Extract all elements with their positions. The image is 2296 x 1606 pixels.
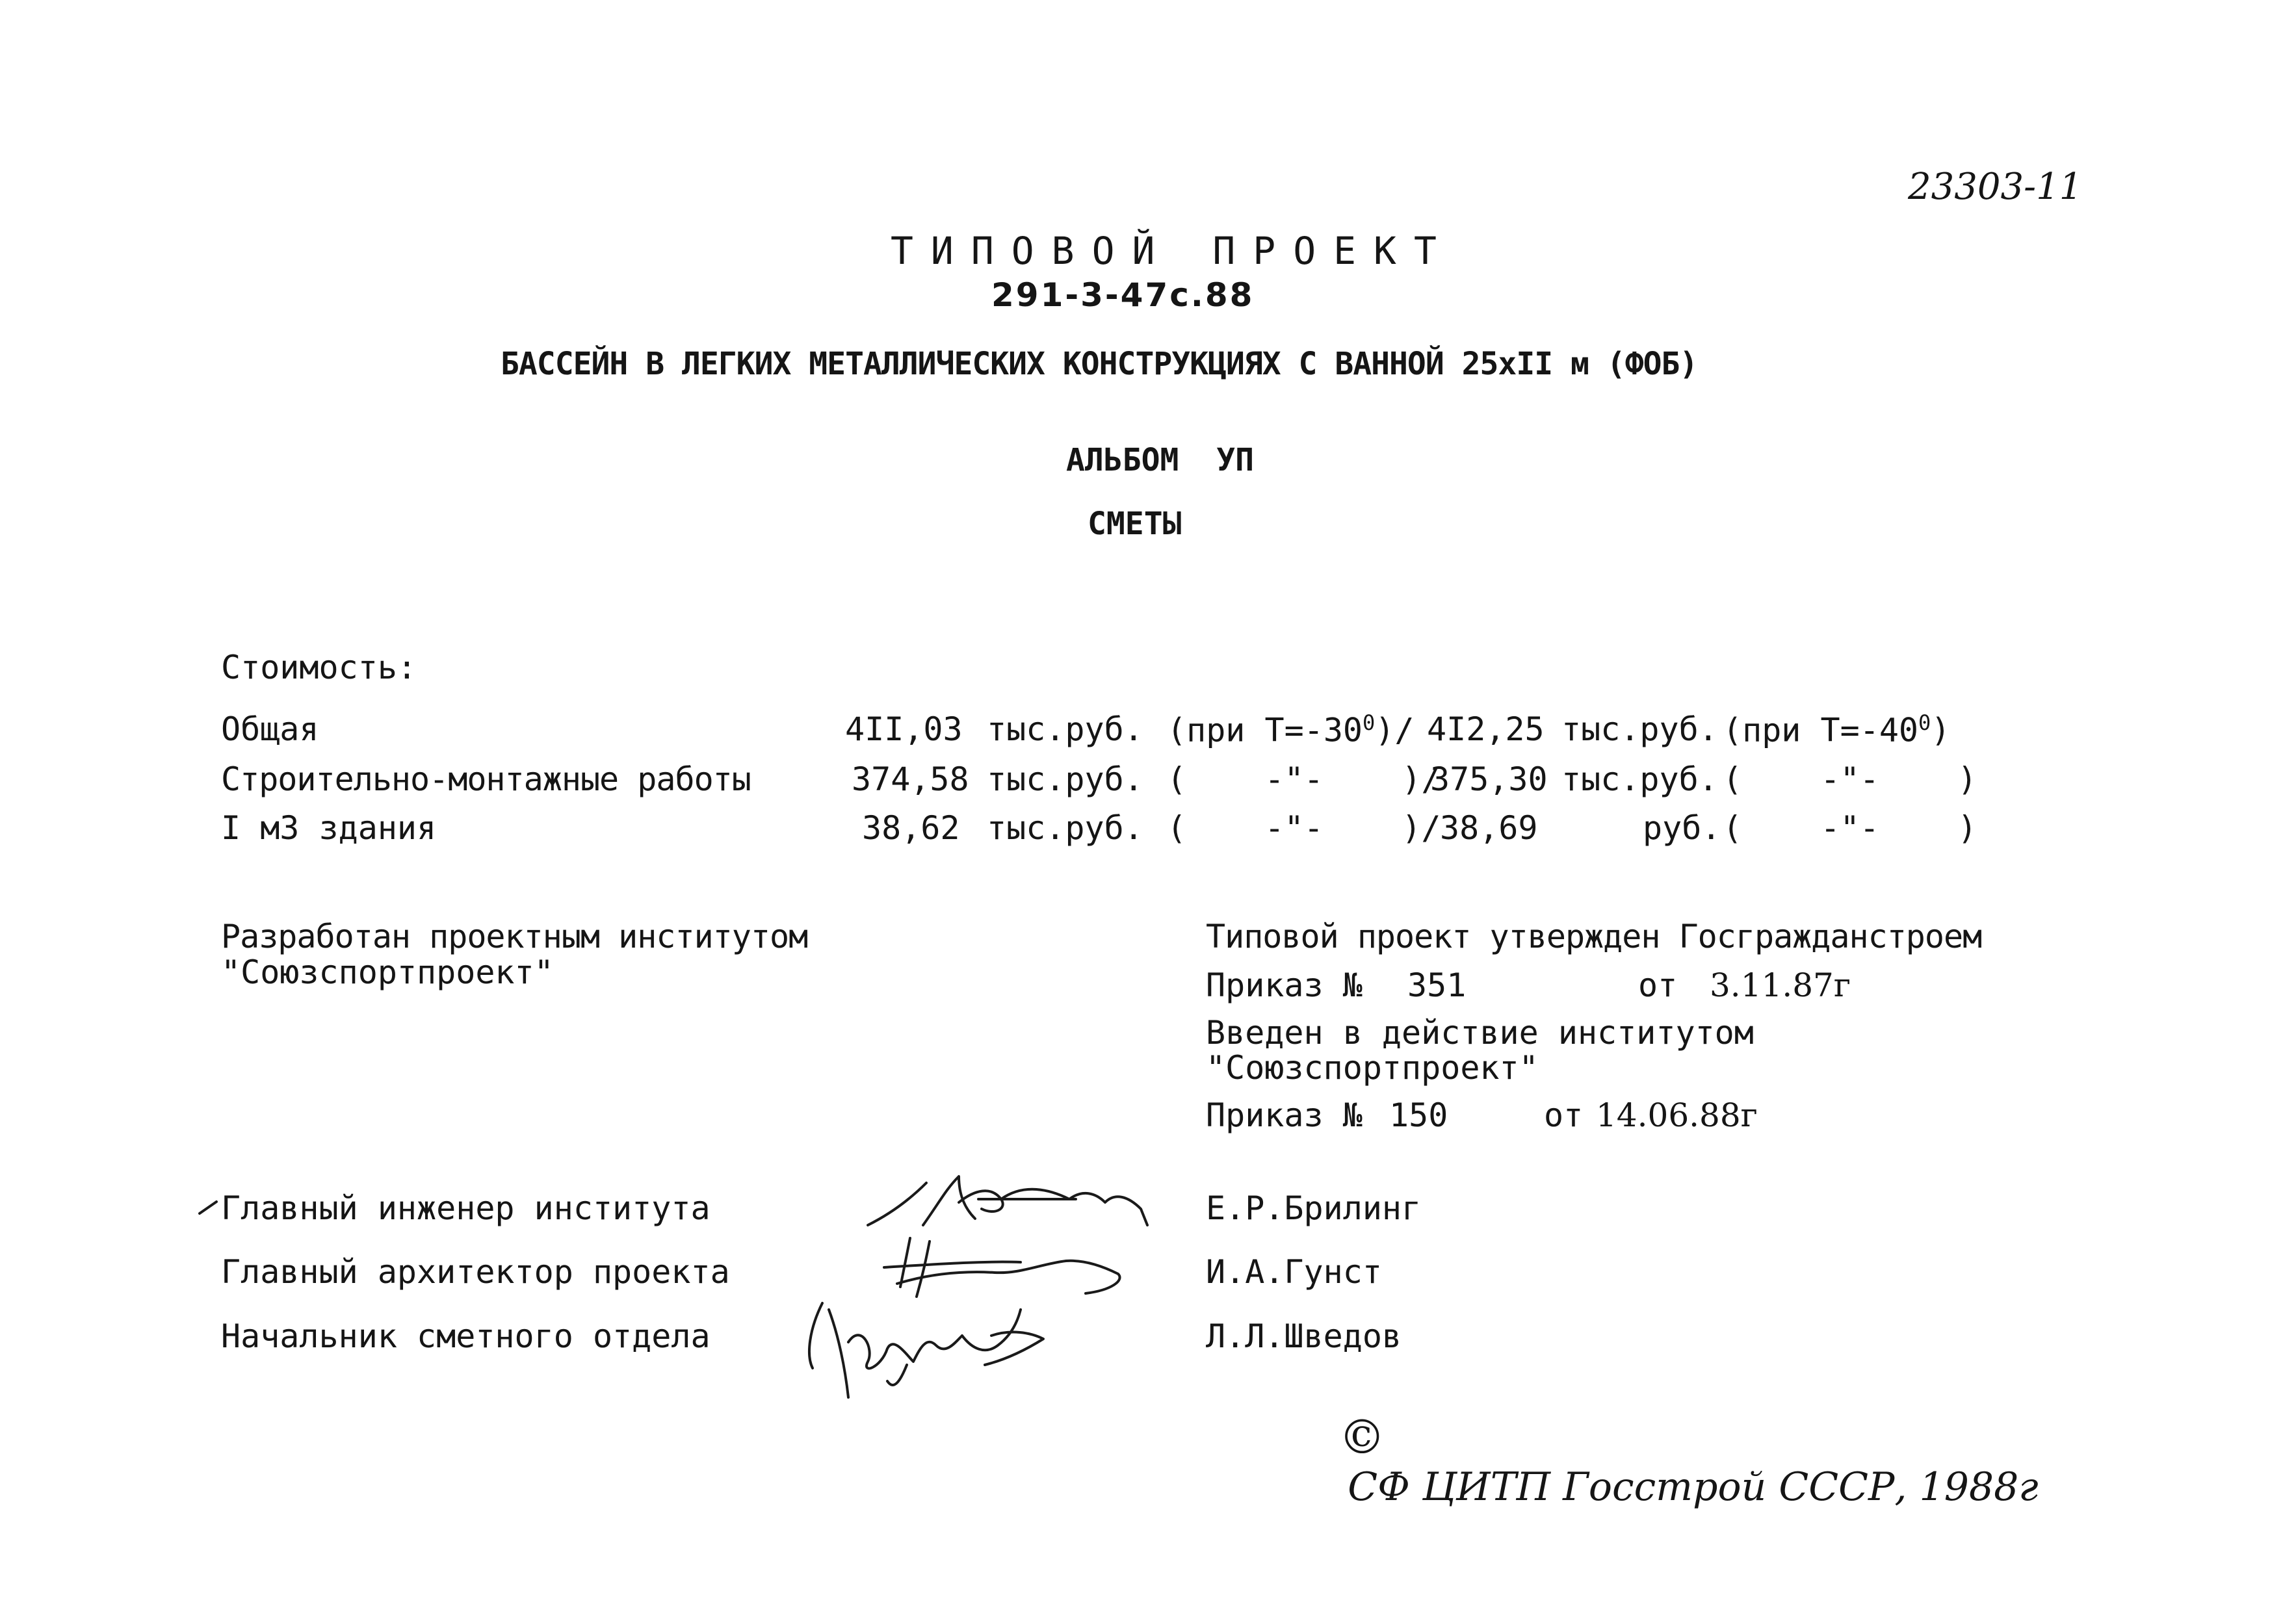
cost-row-condition-2: (при $Т=-40^0$)	[1723, 710, 1951, 749]
approval-line-1: Типовой проект утвержден Госгражданстроем	[1206, 918, 1982, 955]
cost-row-label: I м3 здания	[221, 809, 437, 847]
approval-line-4: "Союзспортпроект"	[1206, 1049, 1539, 1087]
cost-row-value-1: 4II,03	[845, 710, 963, 748]
cost-row-label: Общая	[221, 710, 319, 748]
cost-row-unit-2: тыс.руб.	[1561, 710, 1718, 748]
document-type-title: ТИПОВОЙ ПРОЕКТ	[891, 229, 1454, 273]
copyright-icon: ©	[1338, 1410, 1386, 1464]
order-number: 150	[1389, 1096, 1448, 1134]
cost-row-unit-1: тыс.руб.	[987, 760, 1143, 798]
signatory-role: Главный инженер института	[221, 1189, 711, 1227]
developer-line-1: Разработан проектным институтом	[221, 918, 808, 955]
cost-row-value-1: 38,62	[862, 809, 960, 847]
project-title: БАССЕЙН В ЛЕГКИХ МЕТАЛЛИЧЕСКИХ КОНСТРУКЦИЯХ С ВАННОЙ 25хII м (ФОБ)	[501, 346, 1698, 382]
cost-row-unit-2: руб.	[1643, 809, 1721, 847]
signature-estimates-head	[796, 1284, 1095, 1407]
order-label: Приказ №	[1206, 966, 1363, 1004]
order-number: 351	[1407, 966, 1467, 1004]
cost-row-condition-1: ( -"- )/	[1167, 809, 1441, 847]
document-number: 23303-11	[1908, 166, 2083, 208]
order-from: от	[1544, 1096, 1584, 1134]
signatory-name: Л.Л.Шведов	[1206, 1317, 1402, 1355]
cost-row-unit-1: тыс.руб.	[987, 710, 1143, 748]
check-mark-icon	[198, 1199, 218, 1219]
order-date: 3.11.87г	[1710, 966, 1851, 1004]
signatory-name: И.А.Гунст	[1206, 1253, 1382, 1291]
developer-line-2: "Союзспортпроект"	[221, 953, 554, 991]
degree-superscript: 0	[1918, 710, 1931, 735]
cost-row-unit-1: тыс.руб.	[987, 809, 1143, 847]
cost-row-unit-2: тыс.руб.	[1561, 760, 1718, 798]
approval-line-3: Введен в действие институтом	[1206, 1014, 1754, 1052]
degree-superscript: 0	[1363, 710, 1376, 735]
cost-row-condition-1: ( -"- )/	[1167, 760, 1441, 798]
cost-row-condition-1: (при $Т=-30^0)/$	[1167, 710, 1415, 749]
project-code: 291-3-47с.88	[991, 276, 1255, 314]
signatory-role: Главный архитектор проекта	[221, 1253, 730, 1291]
publisher-text: СФ ЦИТП Госстрой СССР, 1988г	[1348, 1464, 2039, 1510]
cost-row-value-2: 38,69	[1440, 809, 1538, 847]
publisher-footer	[1326, 1397, 2039, 1510]
signature-chief-engineer	[861, 1163, 1160, 1235]
cost-row-label: Строительно-монтажные работы	[221, 760, 751, 798]
order-label: Приказ №	[1206, 1096, 1363, 1134]
signatory-role: Начальник сметного отдела	[221, 1317, 711, 1355]
cost-row-value-2: 4I2,25	[1427, 710, 1545, 748]
order-date: 14.06.88г	[1596, 1096, 1758, 1134]
cost-row-value-1: 374,58	[852, 760, 969, 798]
signatory-name: Е.Р.Брилинг	[1206, 1189, 1422, 1227]
album-label: АЛЬБОМ УП	[1066, 442, 1254, 478]
cost-row-condition-2: ( -"- )	[1723, 809, 1977, 847]
cost-row-value-2: 375,30	[1430, 760, 1548, 798]
cost-row-condition-2: ( -"- )	[1723, 760, 1977, 798]
order-from: от	[1638, 966, 1678, 1004]
section-title: СМЕТЫ	[1088, 506, 1182, 542]
cost-heading: Стоимость:	[221, 649, 417, 686]
